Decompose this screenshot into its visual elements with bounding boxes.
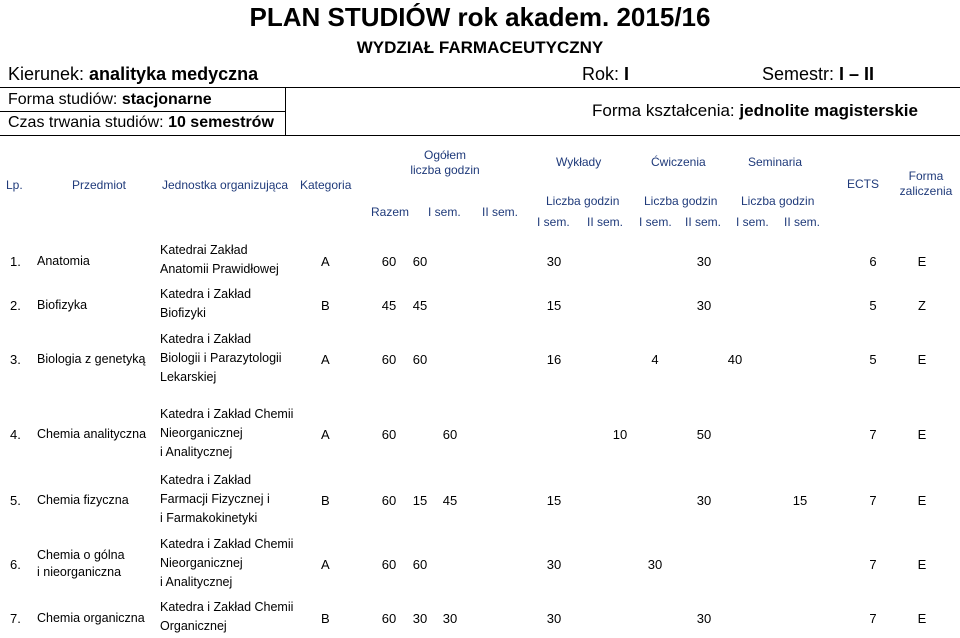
ects-value: 5: [869, 298, 877, 313]
total-value: 60: [381, 611, 397, 626]
organizing-unit: i Analitycznej: [160, 574, 233, 589]
organizing-unit: Katedra i Zakład Chemii: [160, 600, 294, 614]
header-category: Kategoria: [300, 178, 352, 192]
ects-value: 7: [869, 557, 877, 572]
education-label: Forma kształcenia:: [592, 101, 740, 120]
t2-value: 60: [442, 427, 458, 442]
subject-name: Anatomia: [37, 253, 90, 268]
header-hours-seminars: Liczba godzin: [741, 194, 815, 208]
w1-value: 30: [546, 557, 562, 572]
duration-value: 10 semestrów: [168, 114, 274, 131]
c2-value: 30: [696, 298, 712, 313]
organizing-unit: i Analitycznej: [160, 444, 233, 459]
w1-value: 15: [546, 493, 562, 508]
header-credit-2: zaliczenia: [899, 184, 953, 198]
row-number: 5.: [10, 493, 21, 508]
semester-label: Semestr:: [762, 64, 840, 84]
subject-name: Biofizyka: [37, 297, 88, 312]
form-value: Z: [918, 298, 926, 313]
header-total-sem2: II sem.: [482, 205, 519, 219]
row-number: 2.: [10, 298, 21, 313]
semester-value: I – II: [839, 64, 875, 84]
t1-value: 60: [412, 557, 428, 572]
c2-value: 30: [696, 254, 712, 269]
education-value: jednolite magisterskie: [739, 101, 918, 120]
header-credit-1: Forma: [908, 169, 944, 183]
c2-value: 30: [696, 493, 712, 508]
category-value: A: [321, 254, 330, 269]
category-value: B: [321, 493, 330, 508]
page-title: PLAN STUDIÓW rok akadem. 2015/16: [249, 2, 711, 32]
total-value: 60: [381, 254, 397, 269]
category-value: A: [321, 352, 330, 367]
organizing-unit: Katedra i Zakład: [160, 331, 252, 346]
t1-value: 60: [412, 254, 428, 269]
t1-value: 30: [412, 611, 428, 626]
organizing-unit: Lekarskiej: [160, 369, 217, 384]
total-value: 60: [381, 557, 397, 572]
organizing-unit: Anatomii Prawidłowej: [160, 262, 279, 276]
education-form: [592, 101, 918, 121]
total-value: 60: [381, 352, 397, 367]
header-exercises: Ćwiczenia: [651, 155, 706, 169]
w1-value: 15: [546, 298, 562, 313]
subject-name: Chemia o gólna: [37, 548, 125, 562]
organizing-unit: Katedrai Zakład: [160, 243, 248, 257]
header-lp: Lp.: [6, 178, 23, 192]
organizing-unit: Biofizyki: [160, 306, 206, 320]
w2-value: 10: [612, 427, 628, 442]
year-info: [582, 64, 629, 85]
organizing-unit: Katedra i Zakład: [160, 472, 252, 487]
organizing-unit: Katedra i Zakład Chemii: [160, 406, 294, 421]
t2-value: 45: [442, 493, 458, 508]
ects-value: 7: [869, 611, 877, 626]
row-number: 4.: [10, 427, 21, 442]
semester-info: [762, 64, 874, 85]
header-seminars: Seminaria: [748, 155, 803, 169]
total-value: 60: [381, 493, 397, 508]
w1-value: 30: [546, 611, 562, 626]
category-value: A: [321, 427, 330, 442]
header-hours-exercises: Liczba godzin: [644, 194, 718, 208]
ects-value: 6: [869, 254, 877, 269]
total-value: 60: [381, 427, 397, 442]
study-form-label: Forma studiów:: [8, 91, 122, 108]
year-value: I: [624, 64, 630, 84]
s1-value: 40: [727, 352, 743, 367]
header-exercises-sem1: I sem.: [639, 215, 672, 229]
study-form: [8, 91, 212, 109]
row-number: 6.: [10, 557, 21, 572]
header-total-1: Ogółem: [423, 148, 467, 162]
header-seminars-sem2: II sem.: [784, 215, 821, 229]
subject-name: i nieorganiczna: [37, 565, 122, 579]
form-value: E: [917, 557, 927, 572]
header-ects: ECTS: [847, 177, 880, 191]
header-hours-lectures: Liczba godzin: [546, 194, 620, 208]
header-lectures-sem1: I sem.: [537, 215, 570, 229]
study-form-value: stacjonarne: [121, 91, 212, 108]
c1-value: 30: [647, 557, 663, 572]
ects-value: 7: [869, 427, 877, 442]
t2-value: 30: [442, 611, 458, 626]
w1-value: 30: [546, 254, 562, 269]
t1-value: 15: [412, 493, 428, 508]
t1-value: 60: [412, 352, 428, 367]
organizing-unit: Nieorganicznej: [160, 555, 243, 570]
organizing-unit: Nieorganicznej: [160, 425, 243, 440]
organizing-unit: Biologii i Parazytologii: [160, 350, 282, 365]
form-value: E: [917, 493, 927, 508]
c2-value: 30: [696, 611, 712, 626]
s2-value: 15: [792, 493, 808, 508]
subject-name: Chemia organiczna: [37, 610, 145, 625]
category-value: B: [321, 611, 330, 626]
subject-name: Biologia z genetyką: [37, 351, 146, 366]
duration-label: Czas trwania studiów:: [8, 114, 169, 131]
row-number: 1.: [10, 254, 21, 269]
study-duration: [8, 114, 274, 132]
field-label: Kierunek:: [8, 64, 90, 84]
field-of-study: [8, 64, 258, 85]
faculty-title: WYDZIAŁ FARMACEUTYCZNY: [356, 38, 604, 57]
field-value: analityka medyczna: [89, 64, 259, 84]
year-label: Rok:: [582, 64, 625, 84]
w1-value: 16: [546, 352, 562, 367]
header-exercises-sem2: II sem.: [685, 215, 722, 229]
total-value: 45: [381, 298, 397, 313]
c1-value: 4: [651, 352, 659, 367]
form-value: E: [917, 254, 927, 269]
subject-name: Chemia fizyczna: [37, 492, 129, 507]
form-value: E: [917, 611, 927, 626]
row-number: 3.: [10, 352, 21, 367]
subject-name: Chemia analityczna: [37, 426, 147, 441]
header-lectures: Wykłady: [556, 155, 602, 169]
row-number: 7.: [10, 611, 21, 626]
header-total-2: liczba godzin: [410, 163, 480, 177]
organizing-unit: Katedra i Zakład: [160, 287, 252, 301]
organizing-unit: Farmacji Fizycznej i: [160, 491, 270, 506]
header-lectures-sem2: II sem.: [587, 215, 624, 229]
c2-value: 50: [696, 427, 712, 442]
header-unit: Jednostka organizująca: [162, 178, 289, 192]
form-value: E: [917, 427, 927, 442]
ects-value: 5: [869, 352, 877, 367]
category-value: B: [321, 298, 330, 313]
form-value: E: [917, 352, 927, 367]
ects-value: 7: [869, 493, 877, 508]
header-seminars-sem1: I sem.: [736, 215, 769, 229]
header-total-sem1: I sem.: [428, 205, 461, 219]
header-subject: Przedmiot: [72, 178, 127, 192]
header-total-sum: Razem: [371, 205, 410, 219]
category-value: A: [321, 557, 330, 572]
t1-value: 45: [412, 298, 428, 313]
organizing-unit: Katedra i Zakład Chemii: [160, 536, 294, 551]
organizing-unit: Organicznej: [160, 619, 227, 633]
organizing-unit: i Farmakokinetyki: [160, 510, 258, 525]
